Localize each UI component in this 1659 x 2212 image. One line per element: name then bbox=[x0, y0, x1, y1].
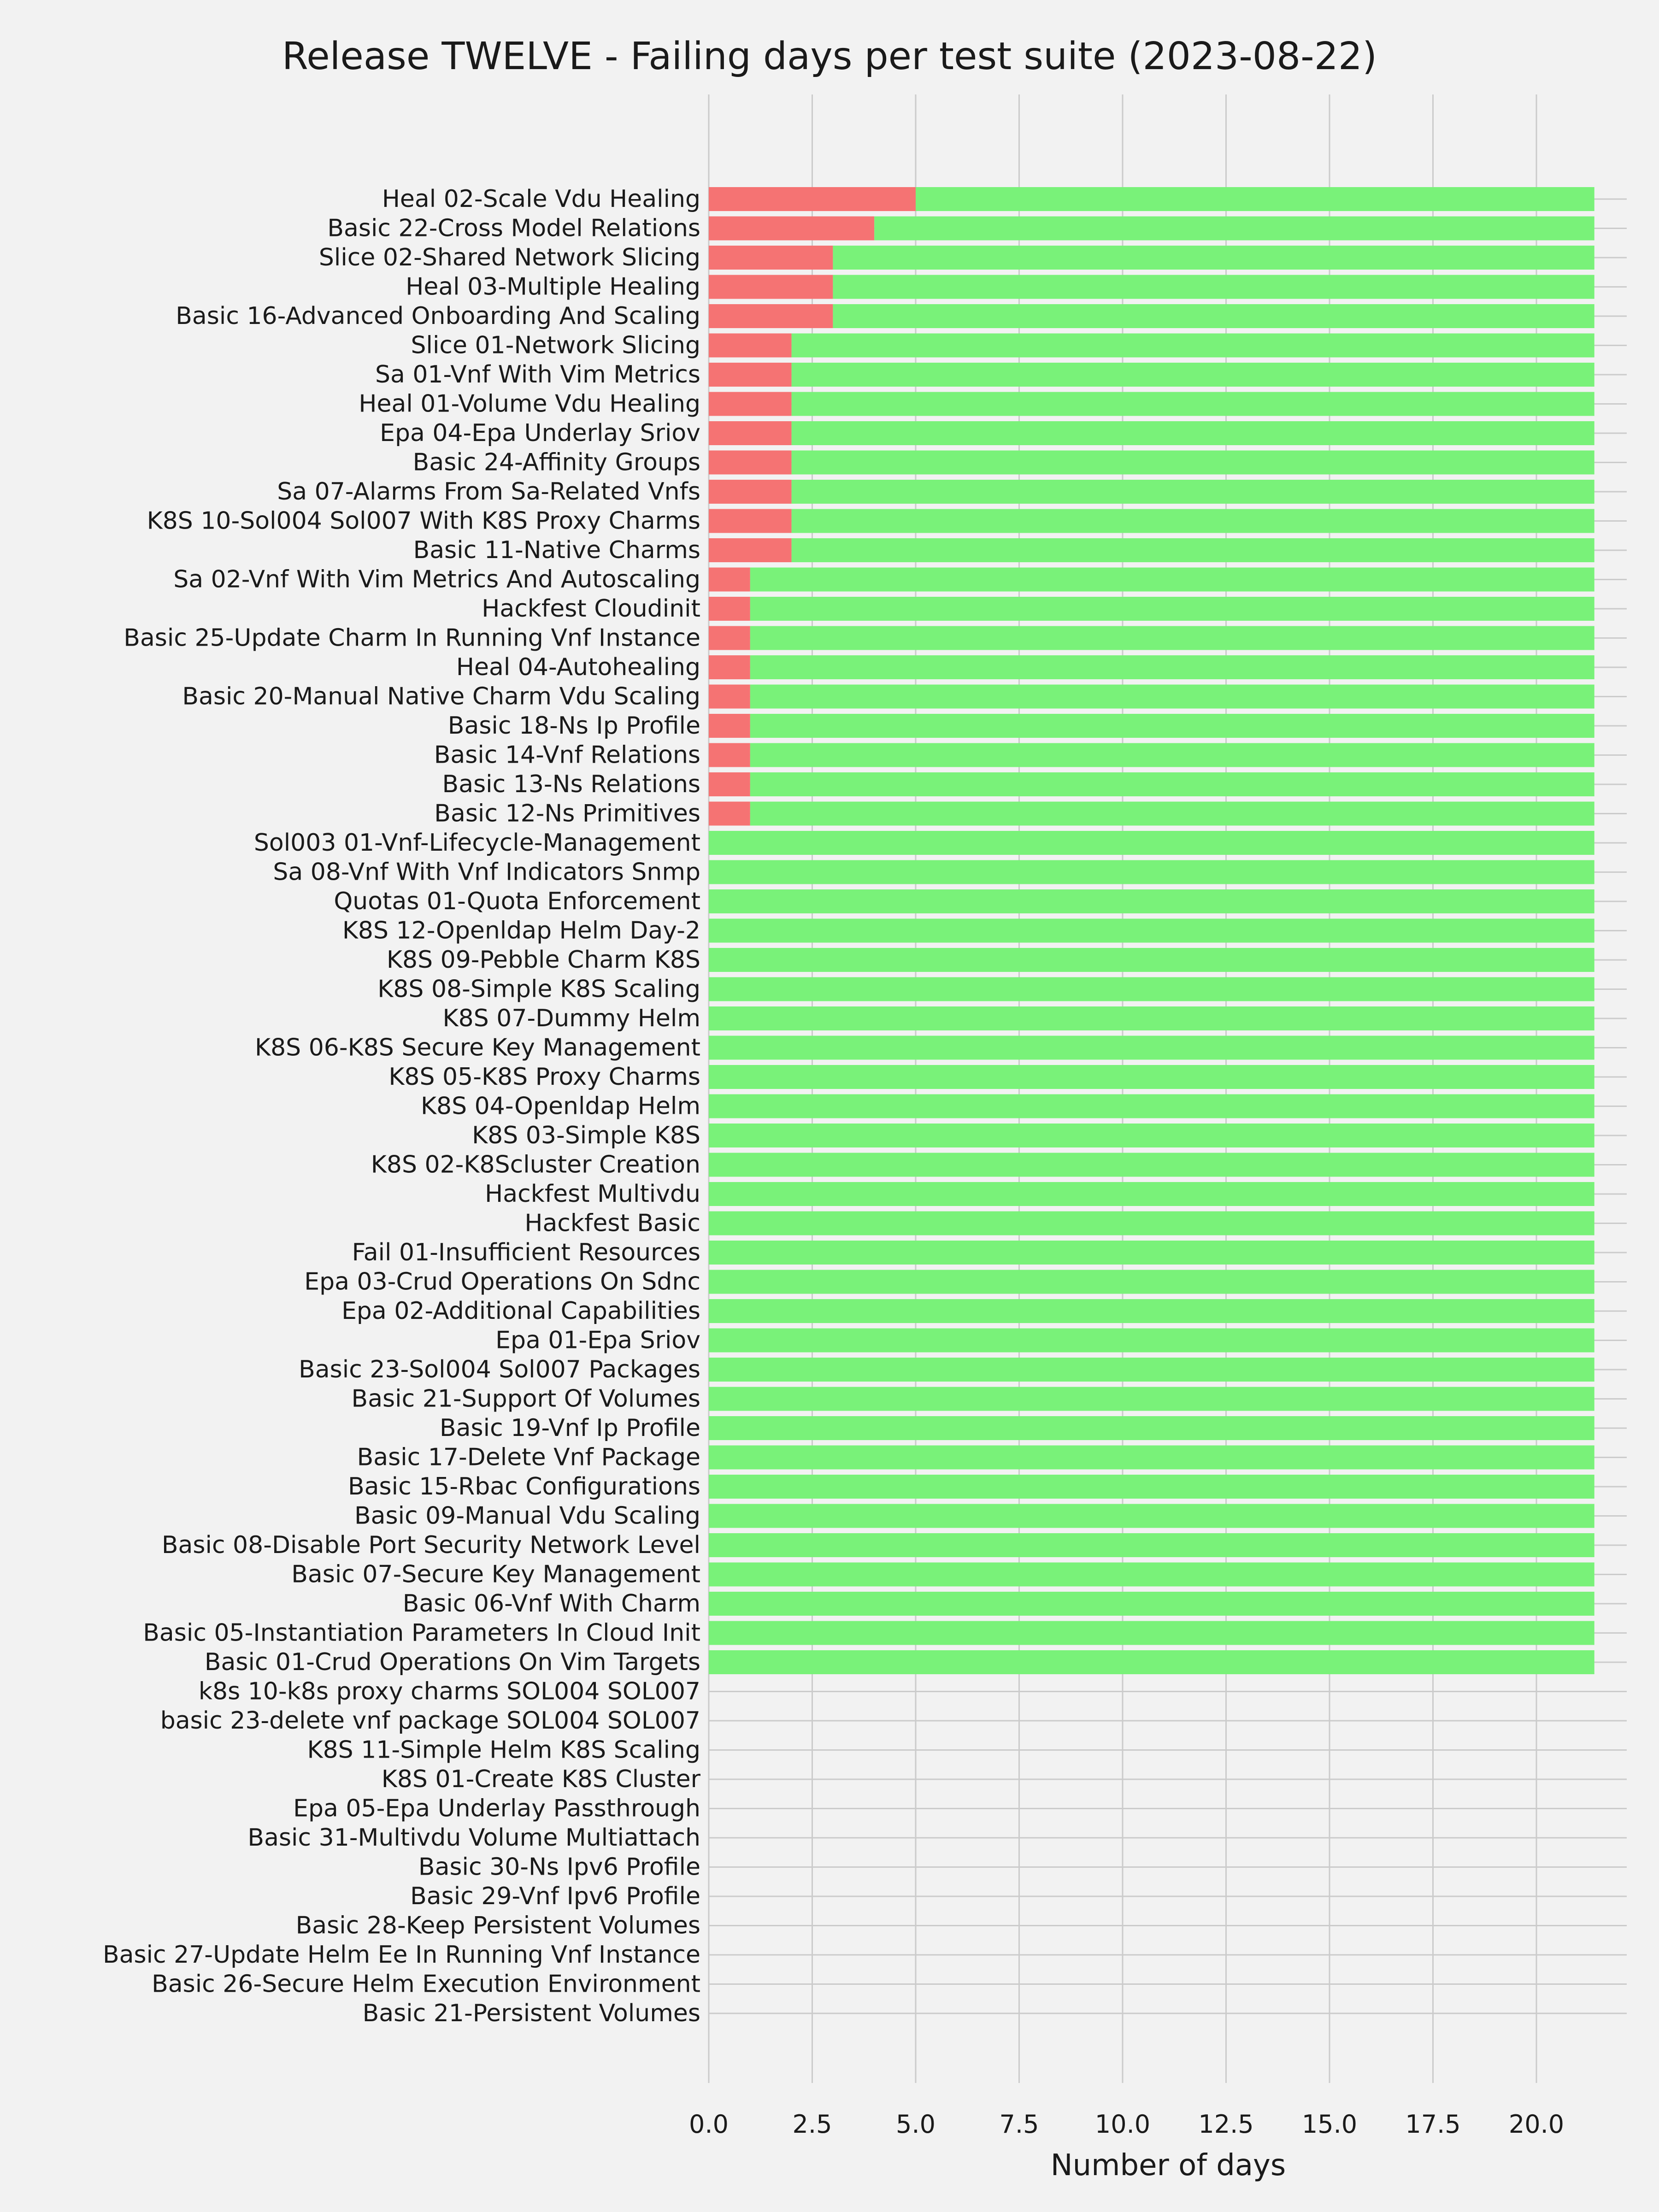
passing-bar bbox=[833, 246, 1594, 270]
y-tick-label: Basic 07-Secure Key Management bbox=[291, 1560, 700, 1588]
y-tick-label: Basic 11-Native Charms bbox=[413, 536, 700, 564]
y-tick-label: Epa 05-Epa Underlay Passthrough bbox=[293, 1794, 700, 1823]
passing-bar bbox=[709, 1094, 1594, 1118]
y-tick-label: Basic 15-Rbac Configurations bbox=[348, 1473, 700, 1500]
passing-bar bbox=[750, 597, 1594, 621]
y-tick-label: Sa 01-Vnf With Vim Metrics bbox=[375, 361, 700, 388]
failing-bar bbox=[709, 626, 750, 650]
x-tick-label: 15.0 bbox=[1301, 2110, 1358, 2139]
passing-bar bbox=[792, 509, 1594, 533]
y-tick-label: Slice 02-Shared Network Slicing bbox=[318, 244, 700, 271]
y-tick-label: Epa 02-Additional Capabilities bbox=[341, 1297, 700, 1325]
passing-bar bbox=[709, 1299, 1594, 1323]
y-tick-label: Epa 03-Crud Operations On Sdnc bbox=[304, 1268, 700, 1296]
failing-bar bbox=[709, 802, 750, 826]
passing-bar bbox=[709, 1446, 1594, 1470]
passing-bar bbox=[750, 685, 1594, 709]
passing-bar bbox=[709, 1270, 1594, 1294]
y-tick-label: Basic 05-Instantiation Parameters In Cloud Init bbox=[143, 1619, 700, 1647]
y-tick-label: K8S 09-Pebble Charm K8S bbox=[386, 946, 700, 974]
y-tick-label: Epa 01-Epa Sriov bbox=[495, 1326, 700, 1354]
passing-bar bbox=[750, 568, 1594, 592]
y-tick-label: Basic 18-Ns Ip Profile bbox=[447, 712, 700, 740]
passing-bar bbox=[792, 480, 1594, 504]
x-tick-label: 5.0 bbox=[896, 2110, 935, 2139]
chart-title: Release TWELVE - Failing days per test suite (2023-08-22) bbox=[282, 35, 1377, 78]
y-tick-label: Basic 31-Multivdu Volume Multiattach bbox=[247, 1824, 700, 1852]
y-tick-label: Basic 30-Ns Ipv6 Profile bbox=[418, 1853, 700, 1881]
y-tick-label: Basic 14-Vnf Relations bbox=[434, 741, 700, 769]
passing-bar bbox=[709, 1387, 1594, 1411]
passing-bar bbox=[709, 1182, 1594, 1206]
passing-bar bbox=[750, 802, 1594, 826]
passing-bar bbox=[792, 363, 1594, 387]
y-tick-label: Basic 01-Crud Operations On Vim Targets bbox=[204, 1648, 700, 1676]
x-tick-label: 17.5 bbox=[1405, 2110, 1461, 2139]
passing-bar bbox=[709, 860, 1594, 884]
passing-bar bbox=[750, 655, 1594, 679]
y-tick-label: K8S 03-Simple K8S bbox=[472, 1122, 700, 1149]
passing-bar bbox=[750, 714, 1594, 738]
y-tick-label: Basic 06-Vnf With Charm bbox=[402, 1590, 700, 1618]
y-tick-label: Sa 07-Alarms From Sa-Related Vnfs bbox=[277, 478, 700, 506]
y-tick-label: Basic 09-Manual Vdu Scaling bbox=[354, 1502, 700, 1530]
failing-bar bbox=[709, 187, 916, 211]
y-tick-label: K8S 11-Simple Helm K8S Scaling bbox=[307, 1736, 700, 1764]
failing-bar bbox=[709, 568, 750, 592]
failing-bar bbox=[709, 363, 792, 387]
passing-bar bbox=[709, 1212, 1594, 1235]
bar-series bbox=[709, 187, 1594, 1674]
failing-bar bbox=[709, 480, 792, 504]
x-tick-label: 2.5 bbox=[792, 2110, 832, 2139]
x-tick-label: 12.5 bbox=[1198, 2110, 1254, 2139]
passing-bar bbox=[750, 626, 1594, 650]
failing-bar bbox=[709, 597, 750, 621]
failing-bar bbox=[709, 743, 750, 767]
y-tick-label: Sa 02-Vnf With Vim Metrics And Autoscaling bbox=[173, 565, 700, 594]
y-tick-label: Heal 02-Scale Vdu Healing bbox=[382, 185, 700, 213]
y-tick-label: Basic 13-Ns Relations bbox=[442, 771, 700, 798]
passing-bar bbox=[916, 187, 1594, 211]
y-tick-label: Basic 16-Advanced Onboarding And Scaling bbox=[176, 302, 700, 330]
y-tick-label: Heal 03-Multiple Healing bbox=[406, 273, 700, 301]
x-tick-label: 20.0 bbox=[1508, 2110, 1565, 2139]
failing-bar bbox=[709, 275, 833, 299]
passing-bar bbox=[792, 392, 1594, 416]
failing-bar bbox=[709, 217, 874, 241]
y-tick-label: K8S 12-Openldap Helm Day-2 bbox=[342, 917, 700, 945]
passing-bar bbox=[792, 451, 1594, 475]
y-tick-label: Basic 29-Vnf Ipv6 Profile bbox=[410, 1883, 700, 1910]
y-tick-label: Basic 21-Support Of Volumes bbox=[351, 1385, 700, 1413]
y-tick-label: Hackfest Basic bbox=[524, 1209, 700, 1237]
failing-bar bbox=[709, 772, 750, 796]
failing-bar bbox=[709, 714, 750, 738]
passing-bar bbox=[750, 743, 1594, 767]
y-tick-label: Basic 19-Vnf Ip Profile bbox=[439, 1414, 700, 1442]
passing-bar bbox=[709, 1329, 1594, 1353]
failing-bar bbox=[709, 509, 792, 533]
y-tick-label: K8S 10-Sol004 Sol007 With K8S Proxy Charms bbox=[147, 507, 700, 535]
passing-bar bbox=[709, 977, 1594, 1001]
y-tick-label: K8S 08-Simple K8S Scaling bbox=[377, 975, 700, 1003]
y-tick-label: Basic 27-Update Helm Ee In Running Vnf Instance bbox=[102, 1941, 700, 1969]
y-tick-label: basic 23-delete vnf package SOL004 SOL007 bbox=[160, 1707, 700, 1735]
y-tick-label: K8S 07-Dummy Helm bbox=[442, 1005, 700, 1032]
y-tick-label: Sol003 01-Vnf-Lifecycle-Management bbox=[253, 829, 700, 857]
passing-bar bbox=[709, 1650, 1594, 1674]
passing-bar bbox=[709, 1475, 1594, 1499]
x-tick-label: 0.0 bbox=[689, 2110, 729, 2139]
passing-bar bbox=[709, 948, 1594, 972]
failing-bar bbox=[709, 451, 792, 475]
y-tick-label: Heal 04-Autohealing bbox=[456, 653, 700, 681]
passing-bar bbox=[709, 919, 1594, 943]
passing-bar bbox=[792, 421, 1594, 445]
passing-bar bbox=[709, 889, 1594, 913]
y-tick-label: K8S 06-K8S Secure Key Management bbox=[254, 1034, 700, 1062]
passing-bar bbox=[709, 1533, 1594, 1557]
x-tick-label: 10.0 bbox=[1094, 2110, 1151, 2139]
passing-bar bbox=[792, 538, 1594, 562]
failing-bar bbox=[709, 685, 750, 709]
y-tick-label: Basic 22-Cross Model Relations bbox=[327, 214, 700, 242]
failing-bar bbox=[709, 334, 792, 358]
y-tick-label: Basic 23-Sol004 Sol007 Packages bbox=[299, 1356, 700, 1383]
y-tick-label: Quotas 01-Quota Enforcement bbox=[334, 888, 700, 915]
passing-bar bbox=[709, 1006, 1594, 1030]
failing-bar bbox=[709, 392, 792, 416]
failing-bar bbox=[709, 655, 750, 679]
passing-bar bbox=[709, 1153, 1594, 1177]
failing-bar bbox=[709, 304, 833, 328]
y-tick-label: Slice 01-Network Slicing bbox=[411, 331, 700, 359]
y-tick-label: K8S 05-K8S Proxy Charms bbox=[388, 1063, 700, 1091]
passing-bar bbox=[709, 831, 1594, 855]
passing-bar bbox=[709, 1241, 1594, 1265]
y-tick-label: Basic 28-Keep Persistent Volumes bbox=[295, 1912, 700, 1940]
y-tick-label: Epa 04-Epa Underlay Sriov bbox=[380, 419, 700, 447]
passing-bar bbox=[709, 1036, 1594, 1060]
passing-bar bbox=[709, 1504, 1594, 1528]
passing-bar bbox=[709, 1065, 1594, 1089]
passing-bar bbox=[709, 1563, 1594, 1587]
x-tick-labels bbox=[689, 2110, 1564, 2139]
y-tick-label: Sa 08-Vnf With Vnf Indicators Snmp bbox=[273, 858, 700, 886]
y-tick-label: Basic 17-Delete Vnf Package bbox=[357, 1443, 700, 1471]
y-tick-label: Basic 25-Update Charm In Running Vnf Instance bbox=[124, 624, 700, 652]
failing-bar bbox=[709, 246, 833, 270]
y-tick-label: Basic 08-Disable Port Security Network Level bbox=[161, 1531, 700, 1559]
y-tick-label: k8s 10-k8s proxy charms SOL004 SOL007 bbox=[198, 1677, 700, 1706]
y-tick-label: K8S 01-Create K8S Cluster bbox=[381, 1765, 700, 1793]
passing-bar bbox=[709, 1621, 1594, 1645]
x-tick-label: 7.5 bbox=[999, 2110, 1039, 2139]
y-tick-label: Hackfest Multivdu bbox=[485, 1180, 700, 1208]
y-tick-label: K8S 02-K8Scluster Creation bbox=[371, 1151, 700, 1179]
y-tick-label: Fail 01-Insufficient Resources bbox=[352, 1239, 700, 1266]
passing-bar bbox=[833, 304, 1594, 328]
passing-bar bbox=[750, 772, 1594, 796]
passing-bar bbox=[709, 1416, 1594, 1440]
passing-bar bbox=[792, 334, 1594, 358]
y-tick-label: Basic 24-Affinity Groups bbox=[412, 448, 700, 477]
failing-bar bbox=[709, 538, 792, 562]
y-tick-label: Basic 12-Ns Primitives bbox=[434, 800, 700, 828]
y-tick-label: Heal 01-Volume Vdu Healing bbox=[359, 390, 700, 418]
y-tick-label: Hackfest Cloudinit bbox=[482, 595, 700, 623]
failing-bar bbox=[709, 421, 792, 445]
y-tick-label: K8S 04-Openldap Helm bbox=[420, 1092, 700, 1120]
y-tick-label: Basic 26-Secure Helm Execution Environment bbox=[152, 1970, 700, 1998]
y-tick-label: Basic 20-Manual Native Charm Vdu Scaling bbox=[182, 682, 700, 711]
x-axis-label: Number of days bbox=[1050, 2148, 1286, 2183]
passing-bar bbox=[709, 1124, 1594, 1147]
passing-bar bbox=[709, 1358, 1594, 1382]
y-tick-label: Basic 21-Persistent Volumes bbox=[362, 2000, 700, 2027]
passing-bar bbox=[874, 217, 1594, 241]
passing-bar bbox=[709, 1592, 1594, 1616]
passing-bar bbox=[833, 275, 1594, 299]
